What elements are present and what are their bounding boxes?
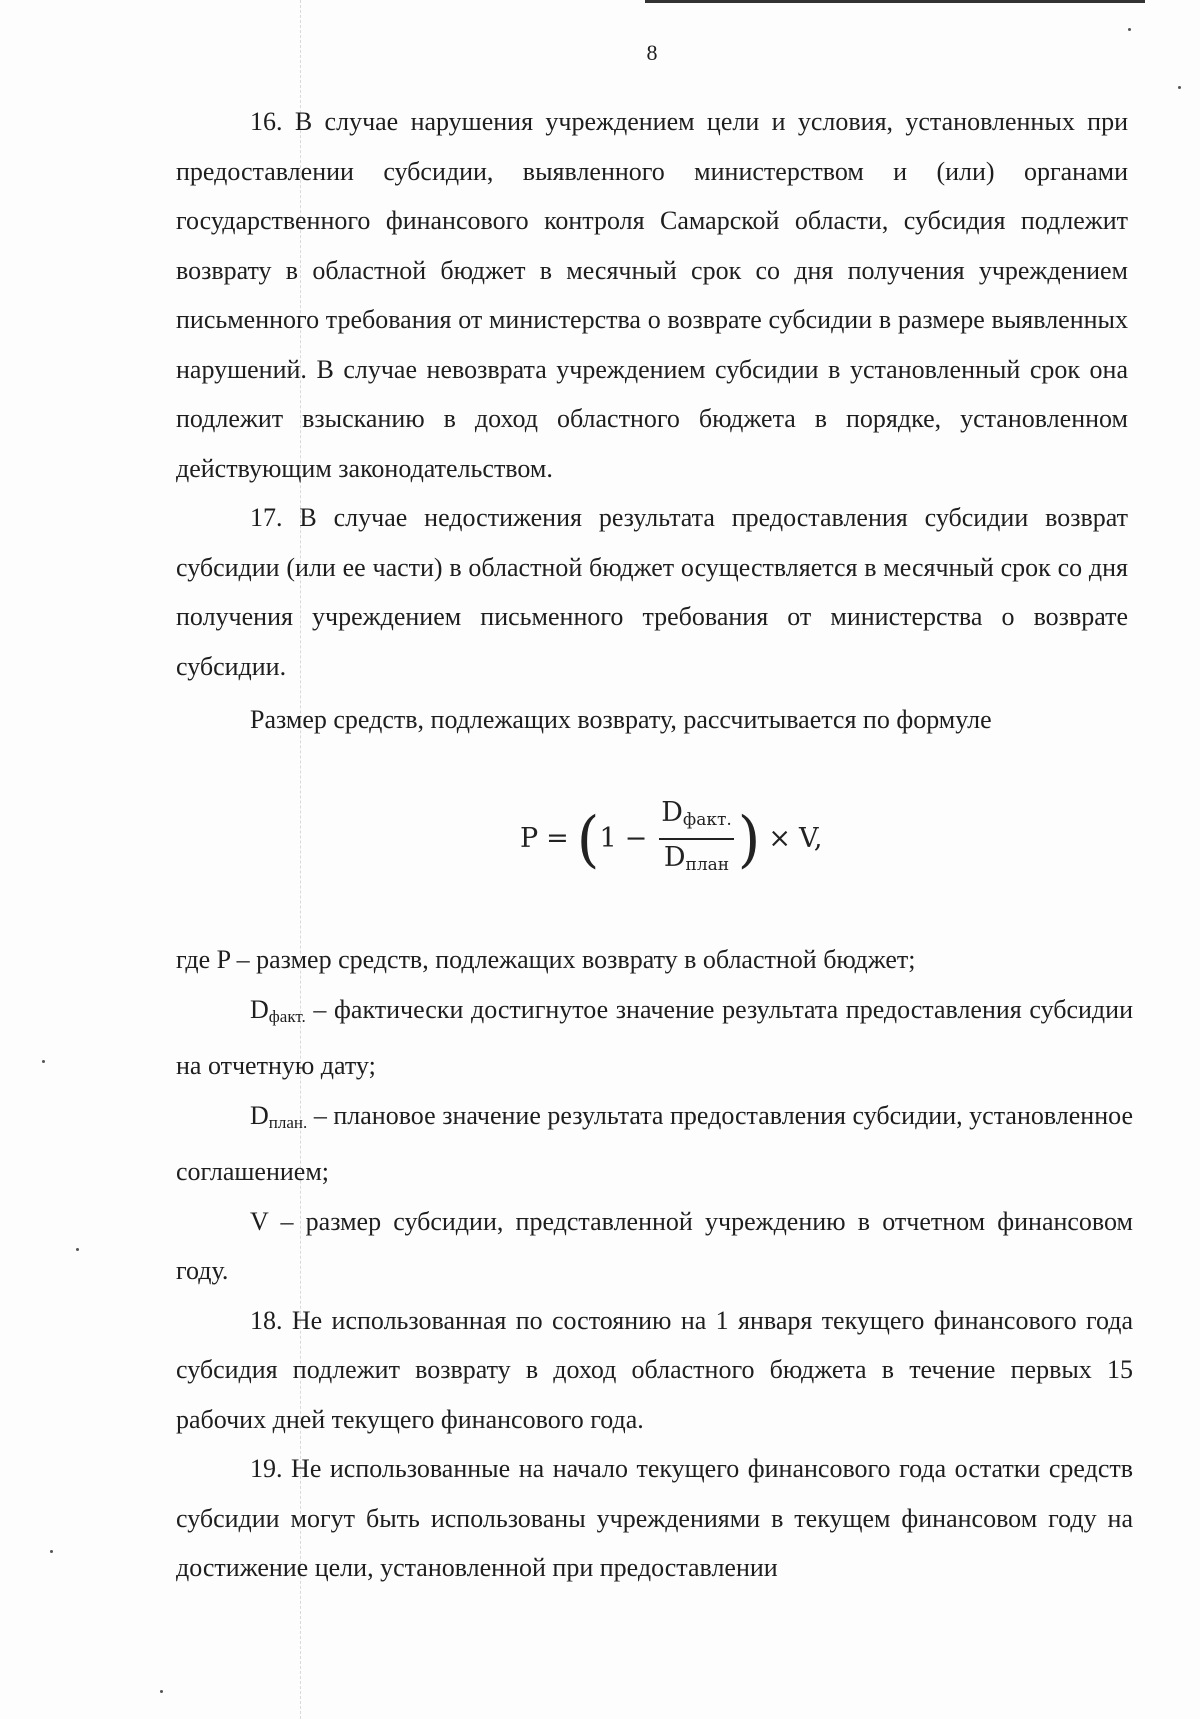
definition-dfact: $D_{факт.}$ – фактически достигнутое значение результата предоставления субсидии на отчетную дату; (176, 994, 1133, 1080)
paragraph-18: 18. Не использованная по состоянию на 1 января текущего финансового года субсидия подлежит возврату в доход областного бюджета в течение первых 15 рабочих дней текущего финансового года. (176, 1305, 1133, 1434)
scan-speck (160, 1690, 163, 1693)
definition-v: V – размер субсидии, представленной учреждению в отчетном финансовом году. (176, 1206, 1133, 1285)
definitions-block (176, 935, 1133, 1593)
scan-speck (50, 1550, 53, 1553)
top-border-line (645, 0, 1145, 3)
scan-speck (42, 1060, 45, 1063)
formula-fraction (659, 795, 734, 883)
scan-speck (76, 1248, 79, 1251)
formula-intro: Размер средств, подлежащих возврату, рассчитывается по формуле (250, 705, 992, 734)
formula-left-paren: ( (576, 803, 600, 875)
definition-dplan: $D_{план.}$ – плановое значение результата предоставления субсидии, установленное соглашением; (176, 1100, 1133, 1186)
definition-p: где P – размер средств, подлежащих возврату в областной бюджет; (176, 945, 916, 974)
formula (520, 795, 822, 883)
paragraph-19: 19. Не использованные на начало текущего финансового года остатки средств субсидии могут быть использованы учреждениями в текущем финансовом году на достижение цели, установленной при предоставлении (176, 1454, 1133, 1582)
formula-equals: = (546, 823, 569, 855)
paragraph-17: 17. В случае недостижения результата предоставления субсидии возврат субсидии (или ее части) в областной бюджет осуществляется в месячный срок со дня получения учреждением письменного требования от министерства о возврате субсидии. (176, 503, 1128, 681)
formula-denominator: $D_{план}$ (663, 841, 730, 875)
formula-right-paren: ) (737, 803, 761, 875)
formula-minus: − (624, 823, 648, 855)
page-number: 8 (646, 40, 658, 65)
body-text-upper (176, 97, 1128, 745)
formula-rhs: V, (799, 823, 823, 855)
formula-times: × (768, 823, 792, 855)
formula-numerator: $D_{факт.}$ (661, 797, 732, 830)
scan-speck (1178, 86, 1181, 89)
formula-lhs: P (520, 823, 539, 855)
paragraph-16: 16. В случае нарушения учреждением цели и условия, установленных при предоставлении субсидии, выявленного министерством и (или) органами государственного финансового контроля Самарской области, субсидия подлежит возврату в областной бюджет в месячный срок со дня получения учреждением письменного требования от министерства о возврате субсидии в размере выявленных нарушений. В случае невозврата учреждением субсидии в установленный срок она подлежит взысканию в доход областного бюджета в порядке, установленном действующим законодательством. (176, 107, 1128, 483)
scan-speck (1128, 28, 1131, 31)
formula-one: 1 (599, 823, 617, 855)
